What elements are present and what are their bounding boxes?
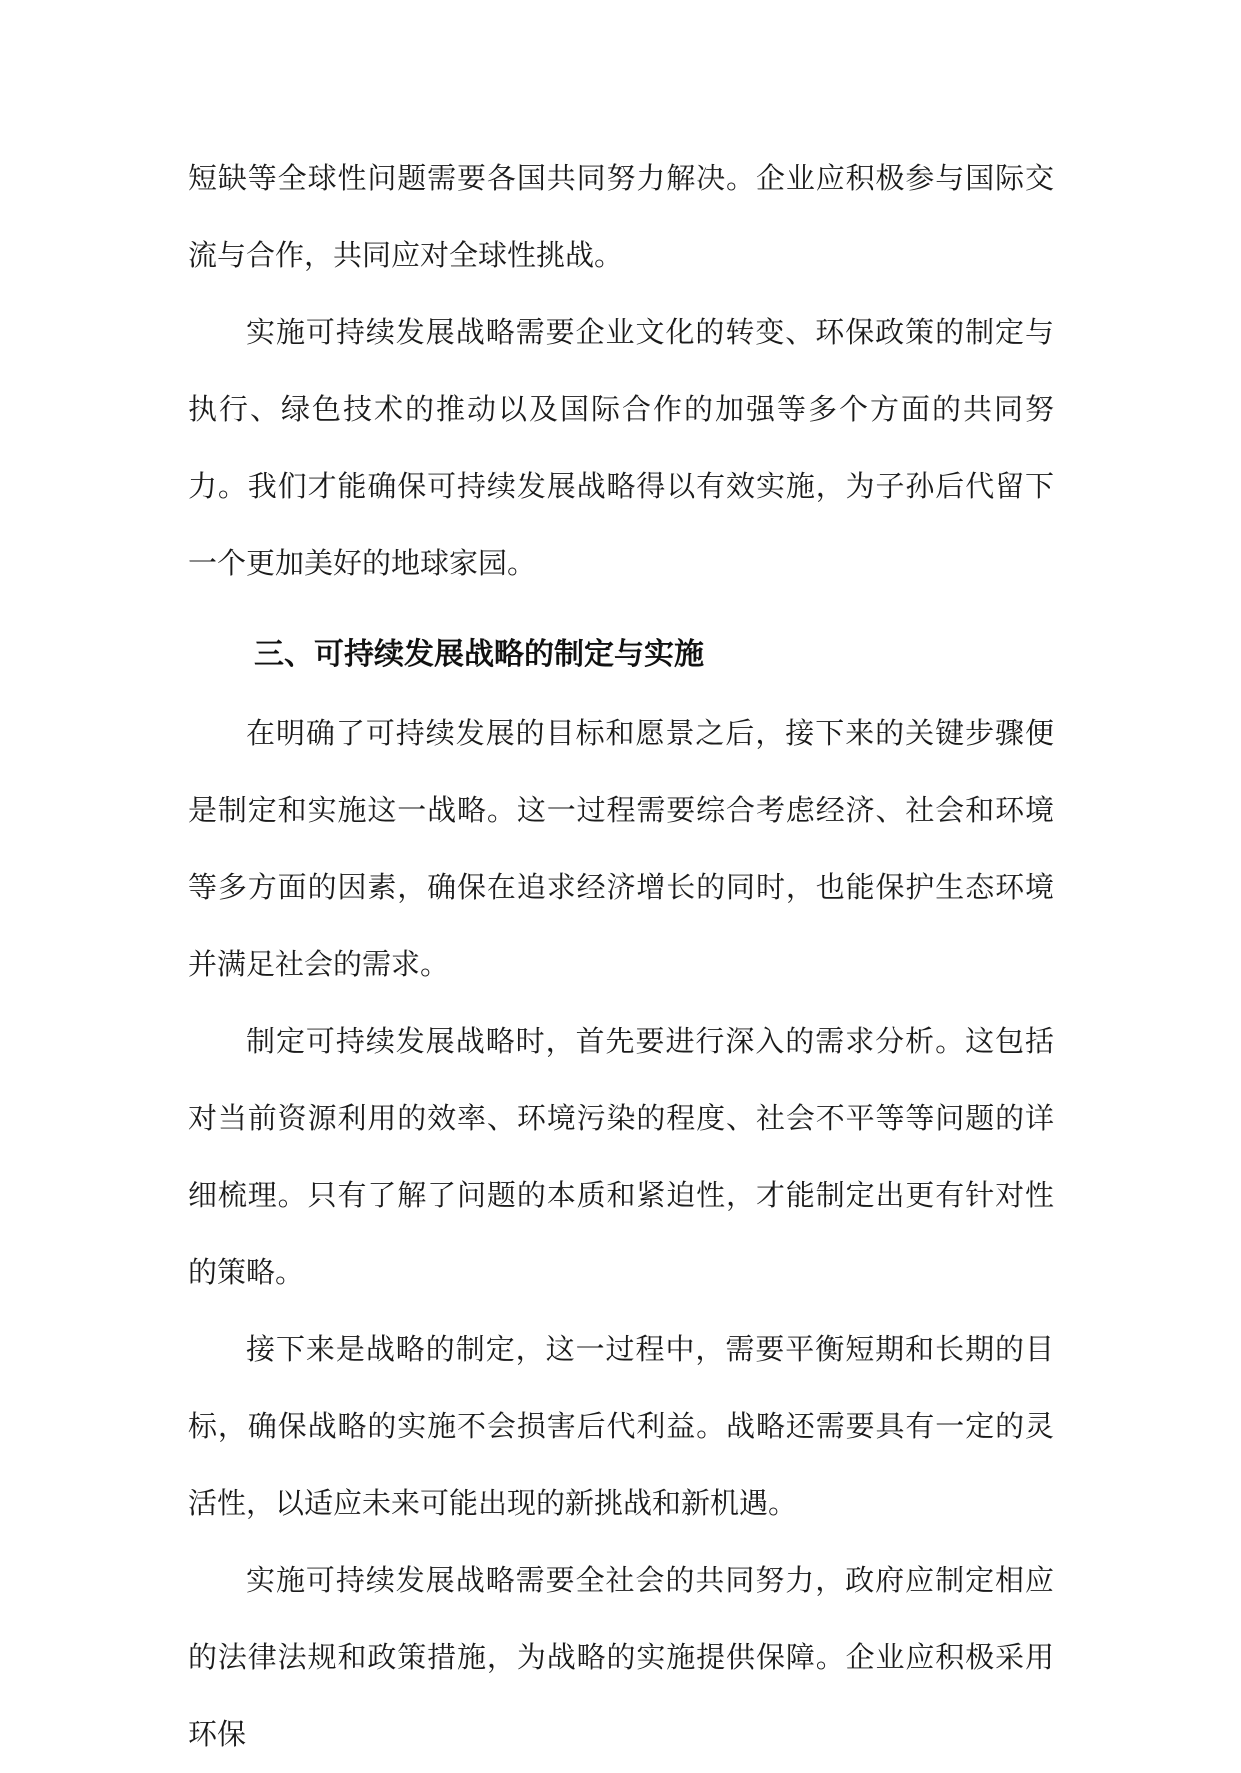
paragraph-goals: 在明确了可持续发展的目标和愿景之后，接下来的关键步骤便是制定和实施这一战略。这一过程需要综合考虑经济、社会和环境等多方面的因素，确保在追求经济增长的同时，也能保护生态环境并满足社会的需求。 [188, 716, 1054, 981]
section-heading: 三、可持续发展战略的制定与实施 [254, 637, 704, 672]
paragraph-strategy-summary: 实施可持续发展战略需要企业文化的转变、环保政策的制定与执行、绿色技术的推动以及国际合作的加强等多个方面的共同努力。我们才能确保可持续发展战略得以有效实施，为子孙后代留下一个更加美好的地球家园。 [188, 315, 1054, 580]
document-body [188, 140, 1054, 1773]
paragraph-implementation: 实施可持续发展战略需要全社会的共同努力，政府应制定相应的法律法规和政策措施，为战略的实施提供保障。企业应积极采用环保 [188, 1563, 1054, 1751]
paragraph-needs-analysis: 制定可持续发展战略时，首先要进行深入的需求分析。这包括对当前资源利用的效率、环境污染的程度、社会不平等等问题的详细梳理。只有了解了问题的本质和紧迫性，才能制定出更有针对性的策略。 [188, 1024, 1054, 1289]
paragraph-formulation: 接下来是战略的制定，这一过程中，需要平衡短期和长期的目标，确保战略的实施不会损害后代利益。战略还需要具有一定的灵活性，以适应未来可能出现的新挑战和新机遇。 [188, 1332, 1054, 1520]
paragraph-continuation: 短缺等全球性问题需要各国共同努力解决。企业应积极参与国际交流与合作，共同应对全球性挑战。 [188, 161, 1054, 272]
